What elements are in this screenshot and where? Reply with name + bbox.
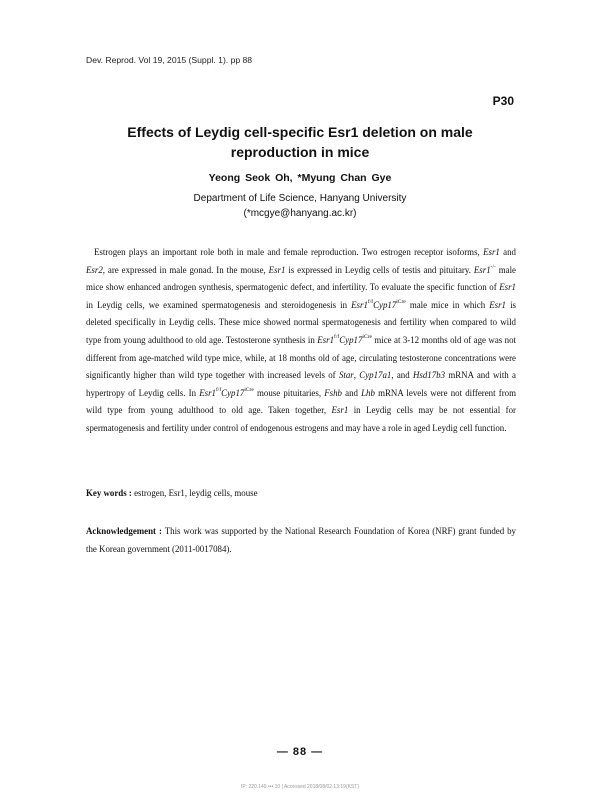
abstract-text: , are expressed in male gonad. In the mouse, (102, 264, 269, 275)
gene-name: Fshb (324, 387, 342, 398)
abstract-text: male mice show enhanced androgen synthesis, spermatogenic defect, and infertility. To evaluate the specific function of (86, 264, 516, 293)
abstract-text: , (353, 370, 360, 381)
genotype-superscript: -/- (490, 263, 496, 270)
keywords-label: Key words : (86, 488, 132, 498)
paper-title (60, 122, 540, 162)
genotype-superscript: iCre (362, 333, 372, 340)
gene-name: Cyp17 (339, 334, 363, 345)
affiliation (60, 191, 540, 221)
gene-name: Cyp17a1 (359, 370, 392, 381)
gene-name: Esr1 (489, 299, 506, 310)
affiliation-department: Department of Life Science, Hanyang University (193, 193, 407, 204)
abstract-text: , and (391, 370, 413, 381)
abstract-text: mice at 3-12 months old of age was not different from age-matched wild type mice, while, at 18 months old of age, circulating testosterone concentrations were significantly higher than wild type together with increased levels of (86, 334, 516, 381)
genotype-superscript: f/f (367, 298, 374, 305)
gene-name: Esr1 (473, 264, 491, 275)
gene-name: Esr1 (499, 282, 516, 293)
abstract-text: and (341, 387, 362, 398)
gene-name: Esr1 (317, 334, 335, 345)
page-number: — 88 — (276, 746, 324, 758)
acknowledgement (86, 522, 516, 558)
gene-name: Cyp17 (373, 299, 397, 310)
gene-name: Lhb (361, 387, 375, 398)
gene-name: Cyp17 (221, 387, 245, 398)
abstract-text: is expressed in Leydig cells of testis and pituitary. (285, 264, 474, 275)
gene-name: Esr1 (268, 264, 286, 275)
abstract-text: mRNA and with a hypertropy of Leydig cells. In (86, 370, 516, 398)
abstract-text: in Leydig cells may be not essential for spermatogenesis and fertility under control of endogenous estrogens and may have a role in aged Leydig cell function. (86, 405, 516, 433)
abstract-text: mouse pituitaries, (253, 387, 325, 398)
gene-name: Hsd17b3 (412, 370, 446, 381)
gene-name: Esr2 (86, 264, 103, 275)
gene-name: Esr1 (331, 405, 349, 416)
authors: Yeong Seok Oh, *Myung Chan Gye (208, 172, 392, 184)
gene-name: Esr1 (483, 247, 500, 257)
genotype-superscript: iCre (396, 298, 406, 305)
genotype-superscript: f/f (334, 333, 340, 340)
gene-name: Esr1 (199, 387, 216, 398)
access-watermark: IP: 220.149.•••.10 | Accessed 2018/08/02 13:19(KST) (240, 784, 359, 790)
abstract-text: mRNA levels were not different from wild type from young adulthood to old age. Taken together, (86, 387, 517, 416)
gene-name: Esr1 (351, 299, 368, 310)
abstract-text: Estrogen plays an important role both in male and female reproduction. Two estrogen receptor isoforms, (94, 247, 484, 257)
paper-title-line-1: Effects of Leydig cell-specific Esr1 deletion on male (127, 124, 473, 140)
genotype-superscript: f/f (215, 386, 222, 393)
abstract-text: in Leydig cells, we examined spermatogenesis and steroidogenesis in (86, 299, 352, 310)
keywords (86, 488, 516, 498)
abstract-body (86, 244, 516, 438)
running-head: Dev. Reprod. Vol 19, 2015 (Suppl. 1). pp 88 (86, 55, 253, 65)
abstract-text: and (499, 247, 516, 257)
poster-code: P30 (492, 94, 514, 108)
genotype-superscript: iCre (244, 386, 254, 393)
gene-name: Star (338, 370, 354, 381)
abstract-text: male mice in which (405, 299, 490, 310)
abstract-text: is deleted specifically in Leydig cells. These mice showed normal spermatogenesis and fertility when compared to wild type from young adulthood to old age. Testosterone synthesis in (86, 299, 516, 345)
affiliation-email: (*mcgye@hanyang.ac.kr) (243, 208, 357, 219)
keywords-text: estrogen, Esr1, leydig cells, mouse (131, 488, 258, 498)
paper-title-line-2: reproduction in mice (230, 144, 370, 160)
acknowledgement-label: Acknowledgement : (86, 526, 162, 536)
acknowledgement-text: This work was supported by the National Research Foundation of Korea (NRF) grant funded by the Korean government (2011-0017084). (86, 526, 516, 554)
